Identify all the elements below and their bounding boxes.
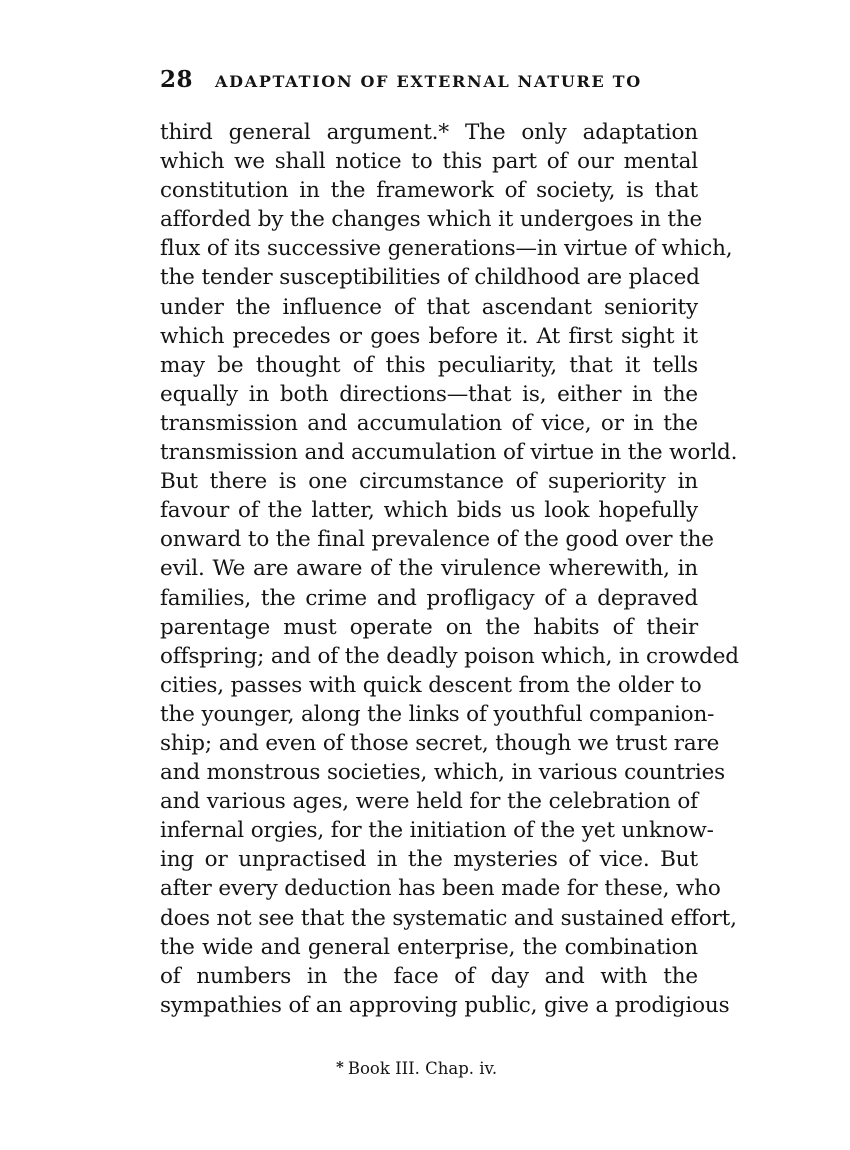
footnote-marker: * bbox=[336, 1058, 344, 1076]
text-line: constitution in the framework of society, is that bbox=[160, 178, 698, 204]
text-line: the tender susceptibilities of childhood are placed bbox=[160, 265, 700, 291]
text-line: onward to the final prevalence of the good over the bbox=[160, 527, 714, 553]
text-line: evil. We are aware of the virulence wherewith, in bbox=[160, 556, 698, 582]
text-line: parentage must operate on the habits of their bbox=[160, 614, 698, 640]
body-text bbox=[160, 118, 739, 1020]
text-line: infernal orgies, for the initiation of the yet unknow- bbox=[160, 818, 714, 844]
text-line: flux of its successive generations—in virtue of which, bbox=[160, 236, 733, 262]
text-line: which precedes or goes before it. At first sight it bbox=[160, 323, 698, 349]
text-line: and monstrous societies, which, in various countries bbox=[160, 760, 726, 786]
text-line: the younger, along the links of youthful companion- bbox=[160, 701, 715, 727]
text-line: under the influence of that ascendant seniority bbox=[160, 294, 698, 320]
page-number: 28 bbox=[160, 66, 194, 93]
text-line: transmission and accumulation of virtue in the world. bbox=[160, 440, 738, 466]
text-line: cities, passes with quick descent from the older to bbox=[160, 672, 702, 698]
text-line: sympathies of an approving public, give a prodigious bbox=[160, 992, 730, 1018]
text-line: equally in both directions—that is, either in the bbox=[160, 381, 698, 407]
text-line: and various ages, were held for the celebration of bbox=[160, 789, 698, 815]
text-line: ship; and even of those secret, though we trust rare bbox=[160, 730, 720, 756]
text-line: offspring; and of the deadly poison which, in crowded bbox=[160, 643, 739, 669]
text-line: the wide and general enterprise, the combination bbox=[160, 934, 698, 960]
text-line: of numbers in the face of day and with the bbox=[160, 963, 698, 989]
text-line: third general argument.* The only adaptation bbox=[160, 120, 698, 145]
text-line: But there is one circumstance of superiority in bbox=[160, 469, 698, 495]
text-line: may be thought of this peculiarity, that it tells bbox=[160, 352, 698, 378]
running-head bbox=[160, 66, 700, 100]
text-line: transmission and accumulation of vice, or in the bbox=[160, 410, 698, 436]
text-line: does not see that the systematic and sustained effort, bbox=[160, 905, 737, 931]
text-line: after every deduction has been made for these, who bbox=[160, 876, 721, 902]
text-line: families, the crime and profligacy of a depraved bbox=[160, 585, 698, 611]
text-line: afforded by the changes which it undergoes in the bbox=[160, 207, 703, 233]
footnote-text: Book III. Chap. iv. bbox=[347, 1059, 498, 1078]
running-title: ADAPTATION OF EXTERNAL NATURE TO bbox=[215, 72, 642, 91]
text-line: favour of the latter, which bids us look hopefully bbox=[160, 498, 698, 524]
text-line: ing or unpractised in the mysteries of vice. But bbox=[160, 847, 698, 873]
footnote bbox=[336, 1058, 497, 1078]
text-line: which we shall notice to this part of our mental bbox=[160, 149, 698, 175]
